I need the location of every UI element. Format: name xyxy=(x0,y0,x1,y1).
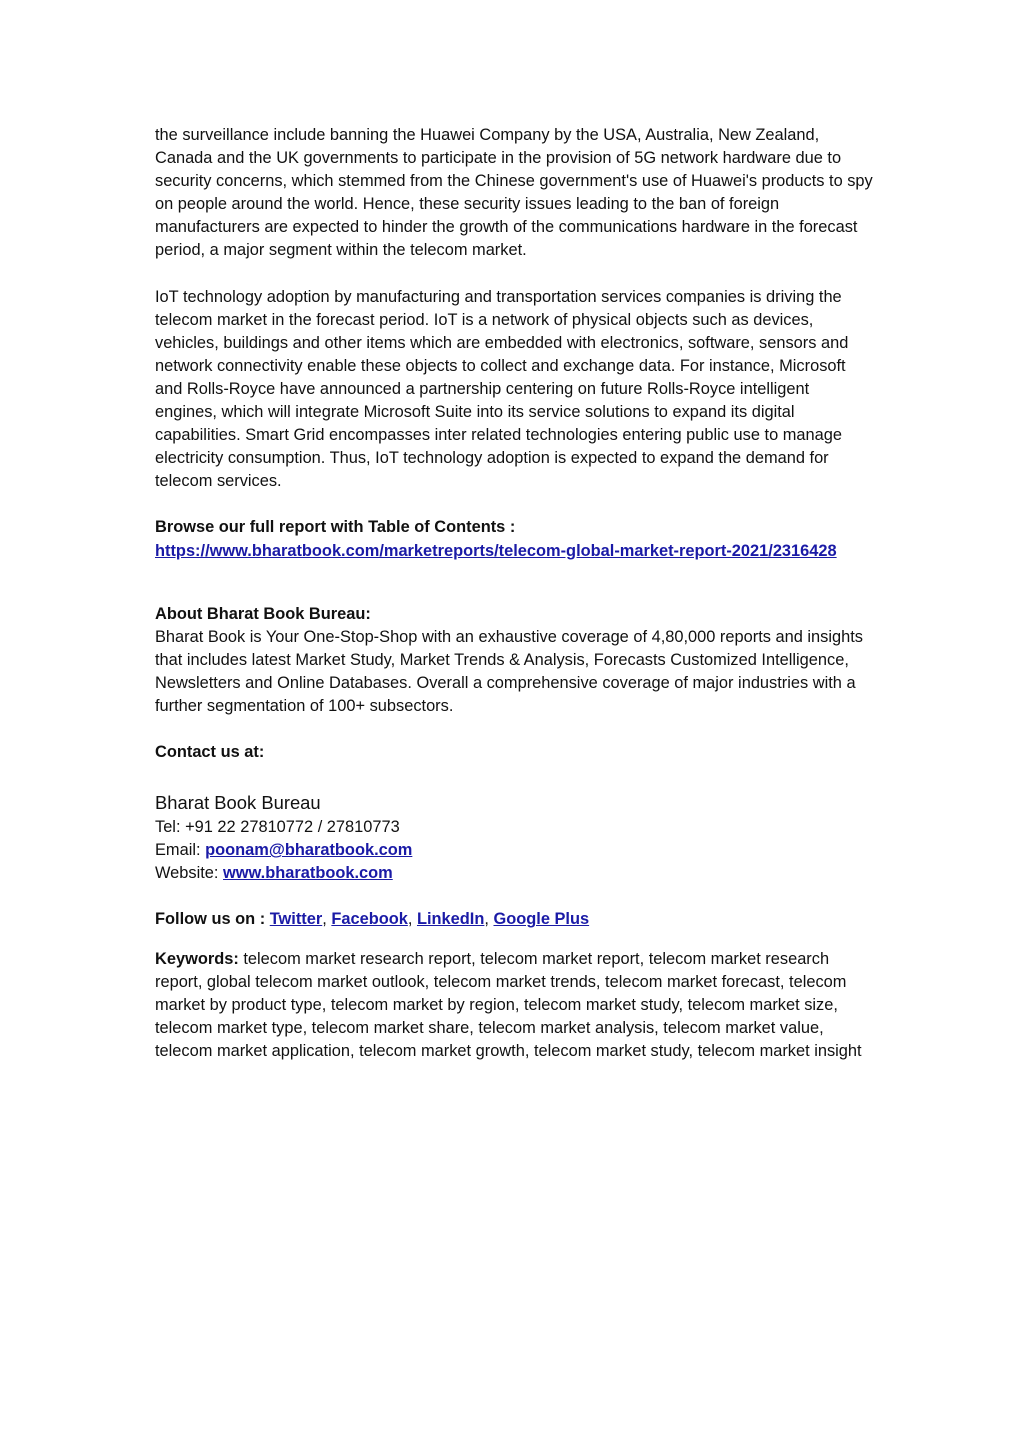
keywords-text: telecom market research report, telecom market report, telecom market research report, global telecom market outlook, telecom market trends, telecom market forecast, telecom market by product type, telecom market by region, telecom market study, telecom market size, telecom market type, telecom market share, telecom market analysis, telecom market value, telecom market application, telecom market growth, telecom market study, telecom market insight xyxy=(155,949,862,1060)
paragraph-surveillance: the surveillance include banning the Huawei Company by the USA, Australia, New Zealand, Canada and the UK governments to participate in the provision of 5G network hardware due to security concerns, which stemmed from the Chinese government's use of Huawei's products to spy on people around the world. Hence, these security issues leading to the ban of foreign manufacturers are expected to hinder the growth of the communications hardware in the forecast period, a major segment within the telecom market. xyxy=(155,126,873,260)
document-page xyxy=(155,124,873,1063)
keywords-label: Keywords: xyxy=(155,949,239,968)
email-line xyxy=(155,839,873,862)
keywords-paragraph xyxy=(155,948,873,1063)
website-label: Website: xyxy=(155,864,219,883)
google-plus-link[interactable]: Google Plus xyxy=(493,910,590,929)
about-heading: About Bharat Book Bureau: xyxy=(155,604,371,623)
facebook-link[interactable]: Facebook xyxy=(331,910,408,929)
about-section xyxy=(155,603,873,718)
browse-report-section xyxy=(155,516,873,562)
follow-line: Follow us on : Twitter, Facebook, LinkedIn, Google Plus xyxy=(155,910,590,929)
tel-value: +91 22 27810772 / 27810773 xyxy=(185,818,400,837)
follow-label: Follow us on : xyxy=(155,910,266,929)
website-line xyxy=(155,862,873,885)
website-link[interactable]: www.bharatbook.com xyxy=(223,864,393,883)
contact-section xyxy=(155,741,873,885)
report-url-link[interactable]: https://www.bharatbook.com/marketreports/telecom-global-market-report-2021/2316428 xyxy=(155,541,837,560)
email-label: Email: xyxy=(155,841,201,860)
twitter-link[interactable]: Twitter xyxy=(269,910,323,929)
linkedin-link[interactable]: LinkedIn xyxy=(416,910,485,929)
about-text: Bharat Book is Your One-Stop-Shop with an exhaustive coverage of 4,80,000 reports and insights that includes latest Market Study, Market Trends & Analysis, Forecasts Customized Intelligence, Newsletters and Online Databases. Overall a comprehensive coverage of major industries with a further segmentation of 100+ subsectors. xyxy=(155,627,863,715)
contact-heading: Contact us at: xyxy=(155,743,265,762)
paragraph-iot: IoT technology adoption by manufacturing and transportation services companies is driving the telecom market in the forecast period. IoT is a network of physical objects such as devices, vehicles, buildings and other items which are embedded with electronics, software, sensors and network connectivity enable these objects to collect and exchange data. For instance, Microsoft and Rolls-Royce have announced a partnership centering on future Rolls-Royce intelligent engines, which will integrate Microsoft Suite into its service solutions to expand its digital capabilities. Smart Grid encompasses inter related technologies entering public use to manage electricity consumption. Thus, IoT technology adoption is expected to expand the demand for telecom services. xyxy=(155,287,849,491)
browse-report-label: Browse our full report with Table of Contents : xyxy=(155,518,516,537)
org-name: Bharat Book Bureau xyxy=(155,792,321,814)
tel-line xyxy=(155,816,873,839)
email-link[interactable]: poonam@bharatbook.com xyxy=(205,841,413,860)
tel-label: Tel: xyxy=(155,818,181,837)
